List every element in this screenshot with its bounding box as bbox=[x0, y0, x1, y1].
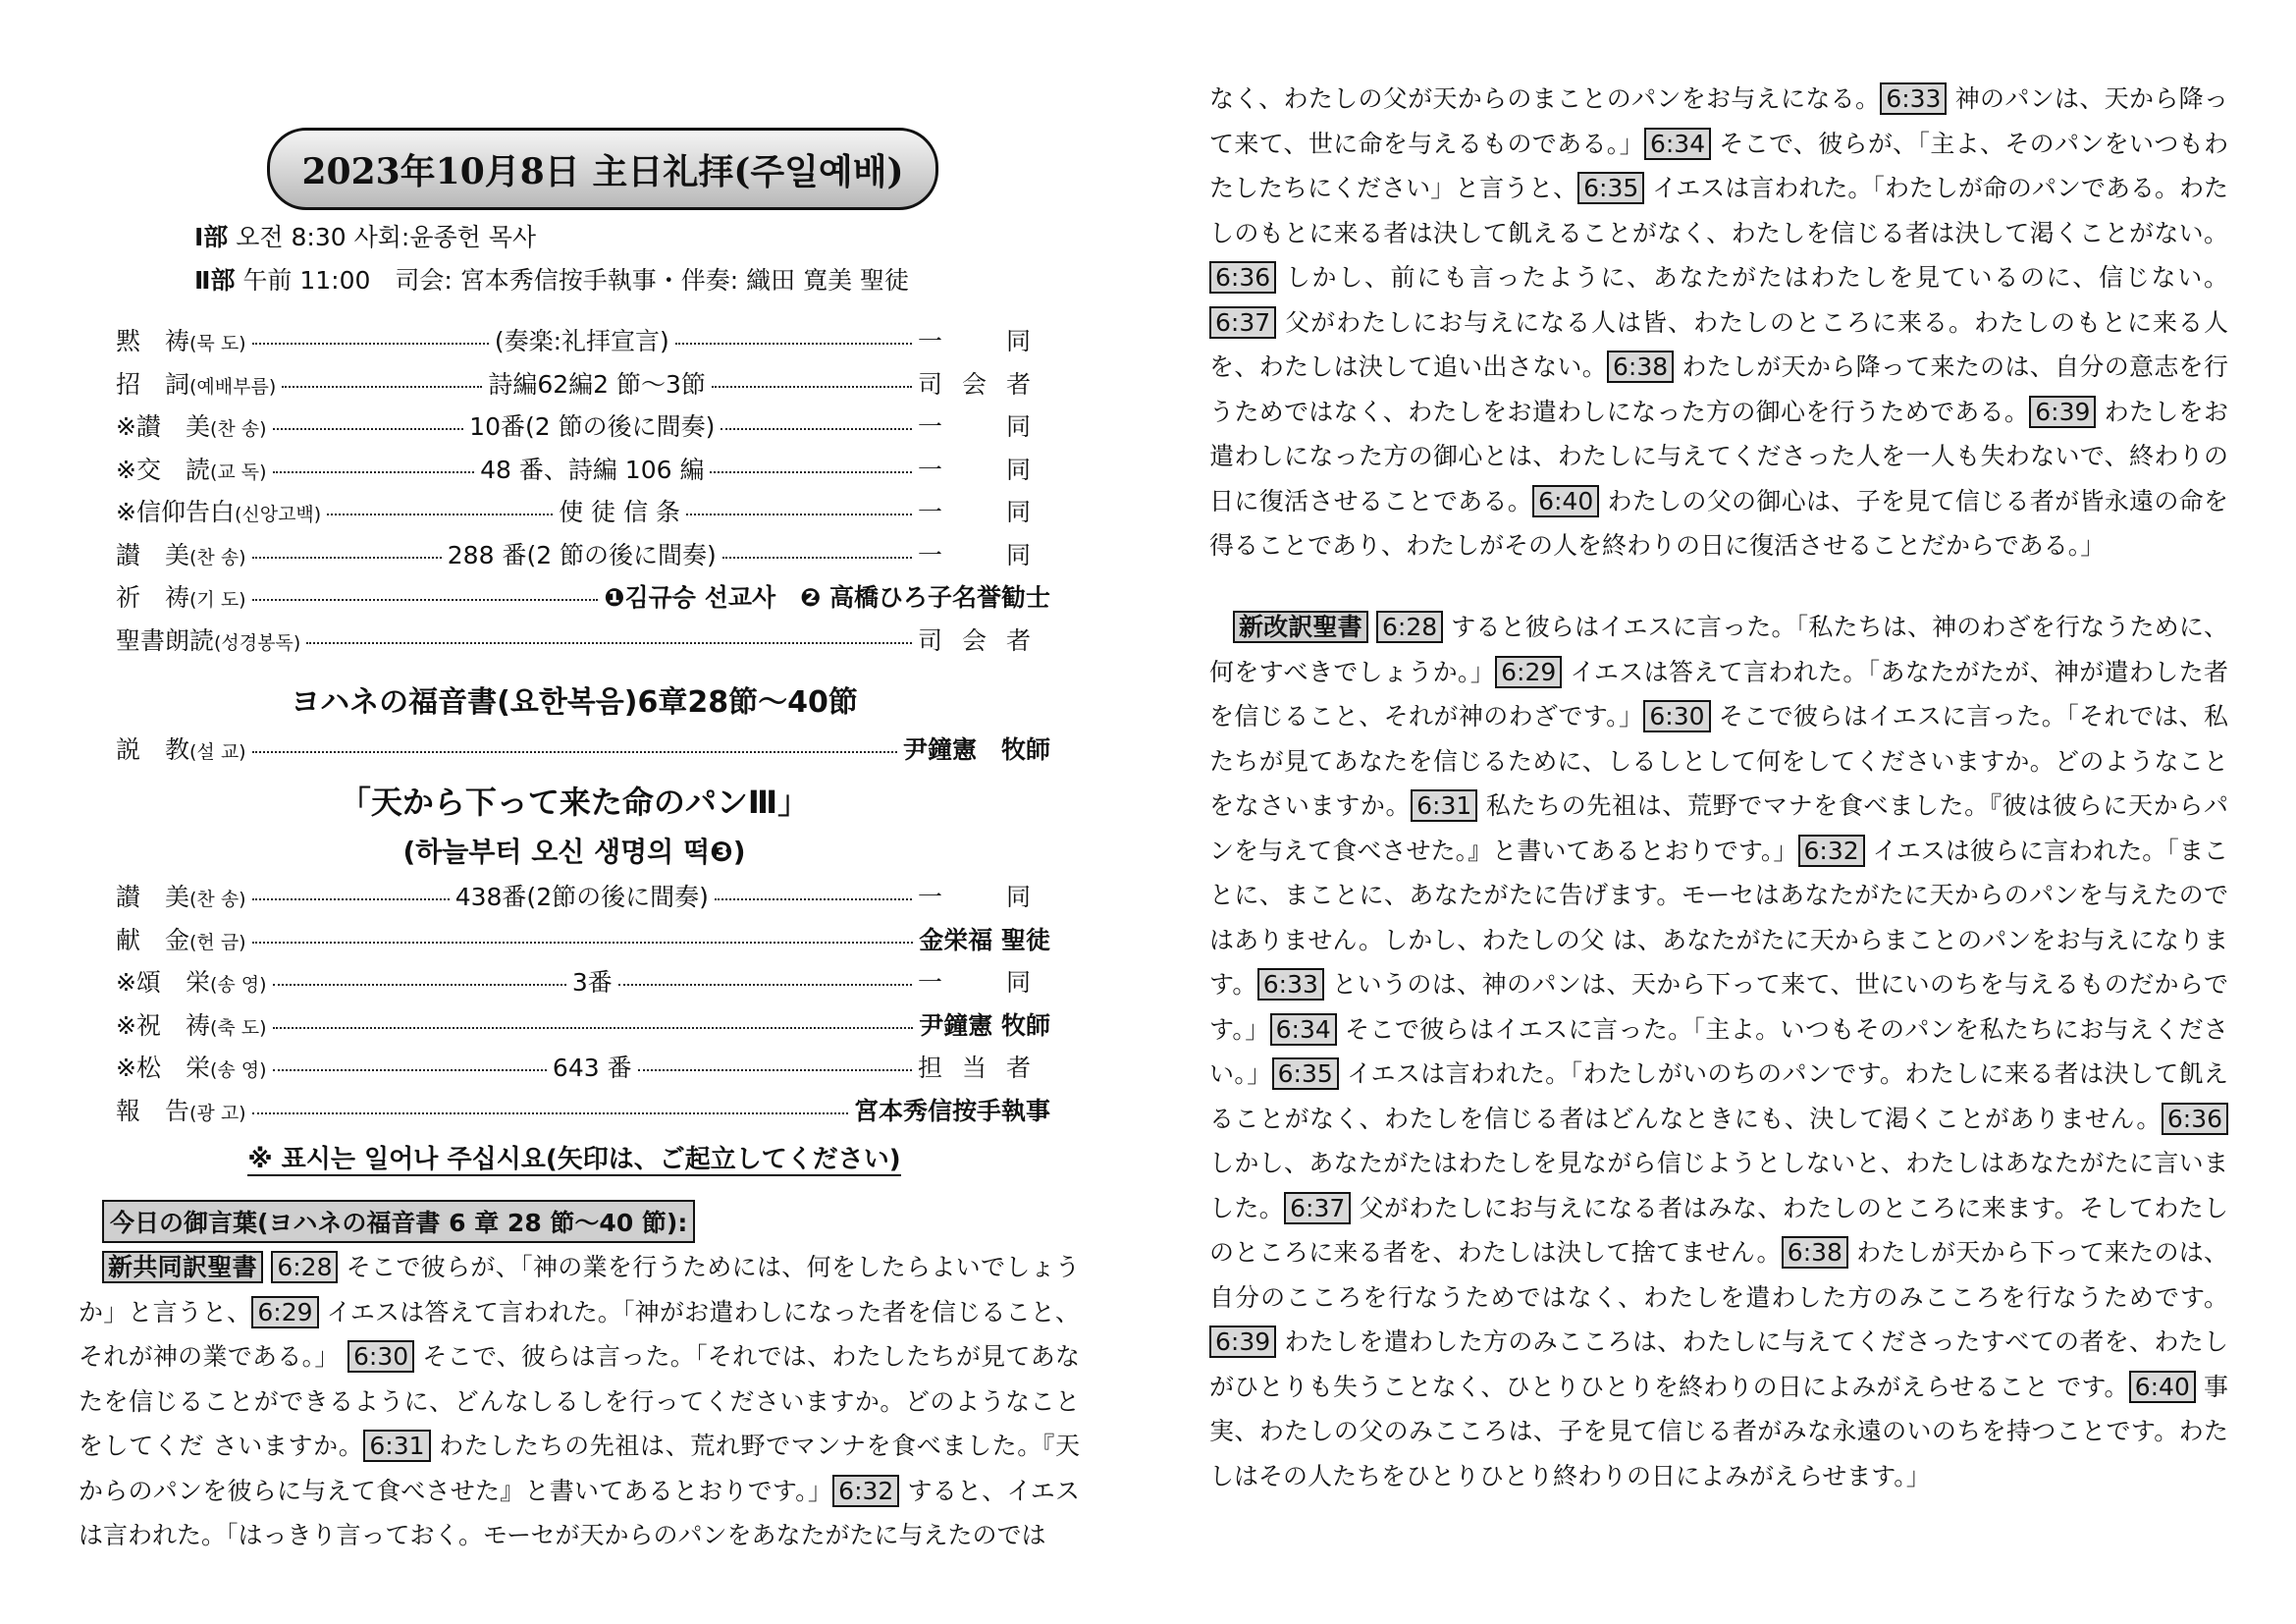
order-label: 祈 祷(기 도) bbox=[116, 583, 246, 612]
order-label: 献 金(헌 금) bbox=[116, 925, 246, 954]
order-row bbox=[116, 919, 1050, 958]
leader-dots bbox=[252, 557, 442, 559]
order-role: 一 同 bbox=[917, 412, 1050, 441]
right-passage-1 bbox=[1209, 77, 2228, 568]
leader-dots bbox=[712, 386, 912, 388]
order-label: ※信仰告白(신앙고백) bbox=[116, 498, 322, 526]
order-role: 一 同 bbox=[917, 883, 1050, 911]
order-label: 讃 美(찬 송) bbox=[116, 883, 246, 911]
service-part2: Ⅱ部 午前 11:00 司会: 宮本秀信按手執事・伴奏: 織田 寛美 聖徒 bbox=[194, 266, 910, 295]
scripture-title: ヨハネの福音書(요한복음)6章28節～40節 bbox=[291, 685, 858, 720]
verse-number: 6:34 bbox=[1270, 1013, 1337, 1046]
order-row bbox=[116, 406, 1050, 445]
leader-dots bbox=[282, 386, 482, 388]
translation-tag: 新共同訳聖書 bbox=[102, 1251, 263, 1283]
leader-dots bbox=[252, 599, 599, 601]
order-label: 聖書朗読(성경봉독) bbox=[116, 625, 301, 655]
verse-number: 6:33 bbox=[1257, 968, 1324, 1001]
verse-number: 6:32 bbox=[1798, 835, 1865, 867]
standing-note: ※ 표시는 일어나 주십시요(矢印は、ご起立してください) bbox=[247, 1145, 901, 1174]
verse-number: 6:35 bbox=[1272, 1057, 1339, 1090]
order-row bbox=[116, 320, 1050, 359]
verse-number: 6:31 bbox=[1411, 789, 1477, 822]
order-detail: 288 番(2 節の後に間奏) bbox=[447, 540, 717, 569]
passage-text: なく、わたしの父が天からのまことのパンをお与えになる。 6:33 神のパンは、天から降って来て、世に命を与えるものである。」 6:34 そこで、彼らが、「主よ、そのパンをいつもわたしたちにください」と言うと、 6:35 イエスは言われた。「わたしが命のパンである。わたしのもとに来る者は決して飢えることがなく、わたしを信じる者は決して渇くことがない。6:36 しかし、前にも言ったように、あなたがたはわたしを見ているのに、信じない。6:37 父がわたしにお与えになる人は皆、わたしのところに来る。わたしのもとに来る人を、わたしは決して追い出さない。 6:38 わたしが天から降って来たのは、自分の意志を行うためではなく、わたしをお遣わしになった方の御心を行うためである。 6:39 わたしをお遣わしになった方の御心とは、わたしに与えてくださった人を一人も失わないで、終わりの日に復活させることである。 6:40 わたしの父の御心は、子を見て信じる者が皆永遠の命を得ることであり、わたしがその人を終わりの日に復活させることだからである。」 bbox=[1209, 84, 2228, 560]
leader-dots bbox=[722, 557, 912, 559]
order-detail: 643 番 bbox=[552, 1054, 632, 1082]
leader-dots bbox=[638, 1069, 912, 1071]
order-role: 一 同 bbox=[918, 327, 1051, 355]
verse-number: 6:40 bbox=[2129, 1371, 2196, 1403]
leader-dots bbox=[273, 984, 566, 986]
leader-dots bbox=[710, 471, 912, 473]
verse-number: 6:36 bbox=[1209, 261, 1276, 294]
order-row bbox=[116, 1004, 1050, 1044]
order-label: 黙 祷(묵 도) bbox=[116, 327, 246, 355]
leader-dots bbox=[273, 428, 464, 430]
order-detail: 438番(2節の後に間奏) bbox=[454, 883, 709, 911]
leader-dots bbox=[273, 1027, 914, 1029]
service-part1: Ⅰ部 오전 8:30 사회:윤종헌 목사 bbox=[194, 223, 537, 251]
page-title: 2023年10月8日 主日礼拝(주일예배) bbox=[267, 128, 938, 210]
verse-number: 6:39 bbox=[1209, 1326, 1276, 1358]
verse-number: 6:29 bbox=[1495, 656, 1562, 688]
order-label: ※頌 栄(송 영) bbox=[116, 968, 267, 997]
leader-dots bbox=[252, 1112, 848, 1114]
verse-number: 6:29 bbox=[251, 1296, 318, 1328]
sermon-title: 「天から下って来た命のパンⅢ」 bbox=[339, 784, 810, 821]
order-row bbox=[116, 534, 1050, 573]
verse-number: 6:30 bbox=[347, 1340, 414, 1373]
leader-dots bbox=[686, 514, 912, 515]
order-role: ❶김규승 선교사 ❷ 高橋ひろ子名誉勧士 bbox=[604, 583, 1050, 612]
todays-word-heading: 今日の御言葉(ヨハネの福音書 6 章 28 節～40 節): bbox=[102, 1200, 695, 1243]
order-role: 一 同 bbox=[918, 455, 1051, 484]
order-role: 宮本秀信按手執事 bbox=[853, 1096, 1050, 1125]
order-role: 一 同 bbox=[918, 968, 1051, 997]
passage-text: 6:28 すると彼らはイエスに言った。「私たちは、神のわざを行なうために、何をすべきでしょうか。」 6:29 イエスは答えて言われた。「あなたがたが、神が遣わした者を信じること、それが神のわざです。」 6:30 そこで彼らはイエスに言った。「それでは、私たちが見てあなたを信じるために、しるしとして何をしてくださいますか。どのようなことをなさいますか。 6:31 私たちの先祖は、荒野でマナを食べました。『彼は彼らに天からパンを与えて食べさせた。』と書いてあるとおりです。」 6:32 イエスは彼らに言われた。「まことに、まことに、あなたがたに告げます。モーセはあなたがたに天からのパンを与えたのではありません。しかし、わたしの父 は、あなたがたに天からまことのパンをお与えになります。 6:33 というのは、神のパンは、天から下って来て、世にいのちを与えるものだからです。」 6:34 そこで彼らはイエスに言った。「主よ。いつもそのパンを私たちにお与えください。」 6:35 イエスは言われた。「わたしがいのちのパンです。わたしに来る者は決して飢えることがなく、わたしを信じる者はどんなときにも、決して渇くことがありません。 6:36 しかし、あなたがたはわたしを見ながら信じようとしないと、わたしはあなたがたに言いました。 6:37 父がわたしにお与えになる者はみな、わたしのところに来ます。そしてわたしのところに来る者を、わたしは決して捨てません。 6:38 わたしが天から下って来たのは、自分のこころを行なうためではなく、わたしを遣わした方のみこころを行なうためです。6:39 わたしを遣わした方のみこころは、わたしに与えてくださったすべての者を、わたしがひとりも失うことなく、ひとりひとりを終わりの日によみがえらせること です。 6:40 事実、わたしの父のみこころは、子を見て信じる者がみな永遠のいのちを持つことです。わたしはその人たちをひとりひとり終わりの日によみがえらせます。」 bbox=[1209, 613, 2228, 1490]
leader-dots bbox=[618, 984, 912, 986]
order-label: 讃 美(찬 송) bbox=[116, 540, 246, 569]
verse-number: 6:28 bbox=[1376, 611, 1443, 643]
leader-dots bbox=[721, 428, 912, 430]
order-detail: 10番(2 節の後に間奏) bbox=[469, 412, 716, 441]
order-label: 招 詞(예배부름) bbox=[116, 369, 277, 399]
order-detail: 48 番、詩編 106 編 bbox=[480, 455, 705, 484]
left-passage bbox=[79, 1245, 1080, 1558]
verse-number: 6:35 bbox=[1577, 172, 1644, 204]
order-row bbox=[116, 576, 1050, 616]
verse-number: 6:37 bbox=[1284, 1192, 1351, 1224]
order-row bbox=[116, 961, 1050, 1001]
leader-dots bbox=[675, 343, 912, 345]
order-label: ※交 読(교 독) bbox=[116, 455, 267, 484]
order-role: 金栄福 聖徒 bbox=[919, 925, 1050, 954]
order-row bbox=[116, 491, 1050, 530]
verse-number: 6:32 bbox=[832, 1475, 899, 1507]
order-role: 一 同 bbox=[918, 540, 1051, 569]
passage-text: 6:28 そこで彼らが、「神の業を行うためには、何をしたらよいでしょうか」と言うと、 6:29 イエスは答えて言われた。「神がお遣わしになった者を信じること、それが神の業である。」 6:30 そこで、彼らは言った。「それでは、わたしたちが見てあなたを信じることができるように、どんなしるしを行ってくださいますか。どのようなことをしてくだ さいますか。 6:31 わたしたちの先祖は、荒れ野でマンナを食べました。『天からのパンを彼らに与えて食べさせた』と書いてあるとおりです。」 6:32 すると、イエスは言われた。「はっきり言っておく。モーセが天からのパンをあなたがたに与えたのでは bbox=[79, 1253, 1081, 1549]
order-role: 一 同 bbox=[917, 498, 1050, 526]
order-label: ※讃 美(찬 송) bbox=[116, 412, 267, 441]
verse-number: 6:34 bbox=[1644, 128, 1711, 160]
order-row bbox=[116, 449, 1050, 488]
order-label: ※祝 祷(축 도) bbox=[116, 1010, 267, 1040]
verse-number: 6:40 bbox=[1532, 485, 1599, 517]
order-role: 司会者 bbox=[917, 625, 1050, 655]
order-role: 尹鐘憲 牧師 bbox=[919, 1010, 1050, 1040]
order-row bbox=[116, 363, 1050, 403]
order-detail: 使 徒 信 条 bbox=[559, 498, 681, 526]
verse-number: 6:31 bbox=[363, 1430, 430, 1462]
verse-number: 6:36 bbox=[2162, 1103, 2228, 1135]
leader-dots bbox=[715, 898, 912, 900]
order-role: 司会者 bbox=[918, 369, 1051, 399]
leader-dots bbox=[252, 942, 914, 944]
leader-dots bbox=[273, 1069, 547, 1071]
order-label: ※松 栄(송 영) bbox=[116, 1054, 267, 1082]
translation-tag: 新改訳聖書 bbox=[1233, 611, 1368, 643]
verse-number: 6:38 bbox=[1782, 1236, 1848, 1269]
order-detail: (奏楽:礼拝宣言) bbox=[494, 327, 669, 355]
verse-number: 6:38 bbox=[1607, 351, 1674, 383]
order-row bbox=[116, 876, 1050, 915]
leader-dots bbox=[252, 898, 450, 900]
leader-dots bbox=[306, 642, 912, 644]
leader-dots bbox=[252, 343, 489, 345]
sermon-row: 説 教(설 교) 尹鐘憲 牧師 bbox=[116, 735, 1050, 764]
right-passage-2 bbox=[1209, 605, 2228, 1498]
leader-dots bbox=[273, 471, 475, 473]
order-label: 報 告(광 고) bbox=[116, 1096, 246, 1125]
order-row bbox=[116, 620, 1050, 659]
leader-dots bbox=[327, 514, 553, 515]
order-role: 担当者 bbox=[917, 1054, 1050, 1082]
sermon-title-korean: (하늘부터 오신 생명의 떡❸) bbox=[402, 836, 746, 868]
verse-number: 6:37 bbox=[1209, 306, 1276, 339]
verse-number: 6:39 bbox=[2029, 396, 2096, 428]
order-detail: 詩編62編2 節～3節 bbox=[488, 369, 706, 399]
verse-number: 6:33 bbox=[1880, 82, 1947, 115]
order-row bbox=[116, 1090, 1050, 1129]
verse-number: 6:28 bbox=[271, 1251, 338, 1283]
order-detail: 3番 bbox=[571, 968, 613, 997]
verse-number: 6:30 bbox=[1643, 700, 1710, 732]
order-row bbox=[116, 1047, 1050, 1086]
